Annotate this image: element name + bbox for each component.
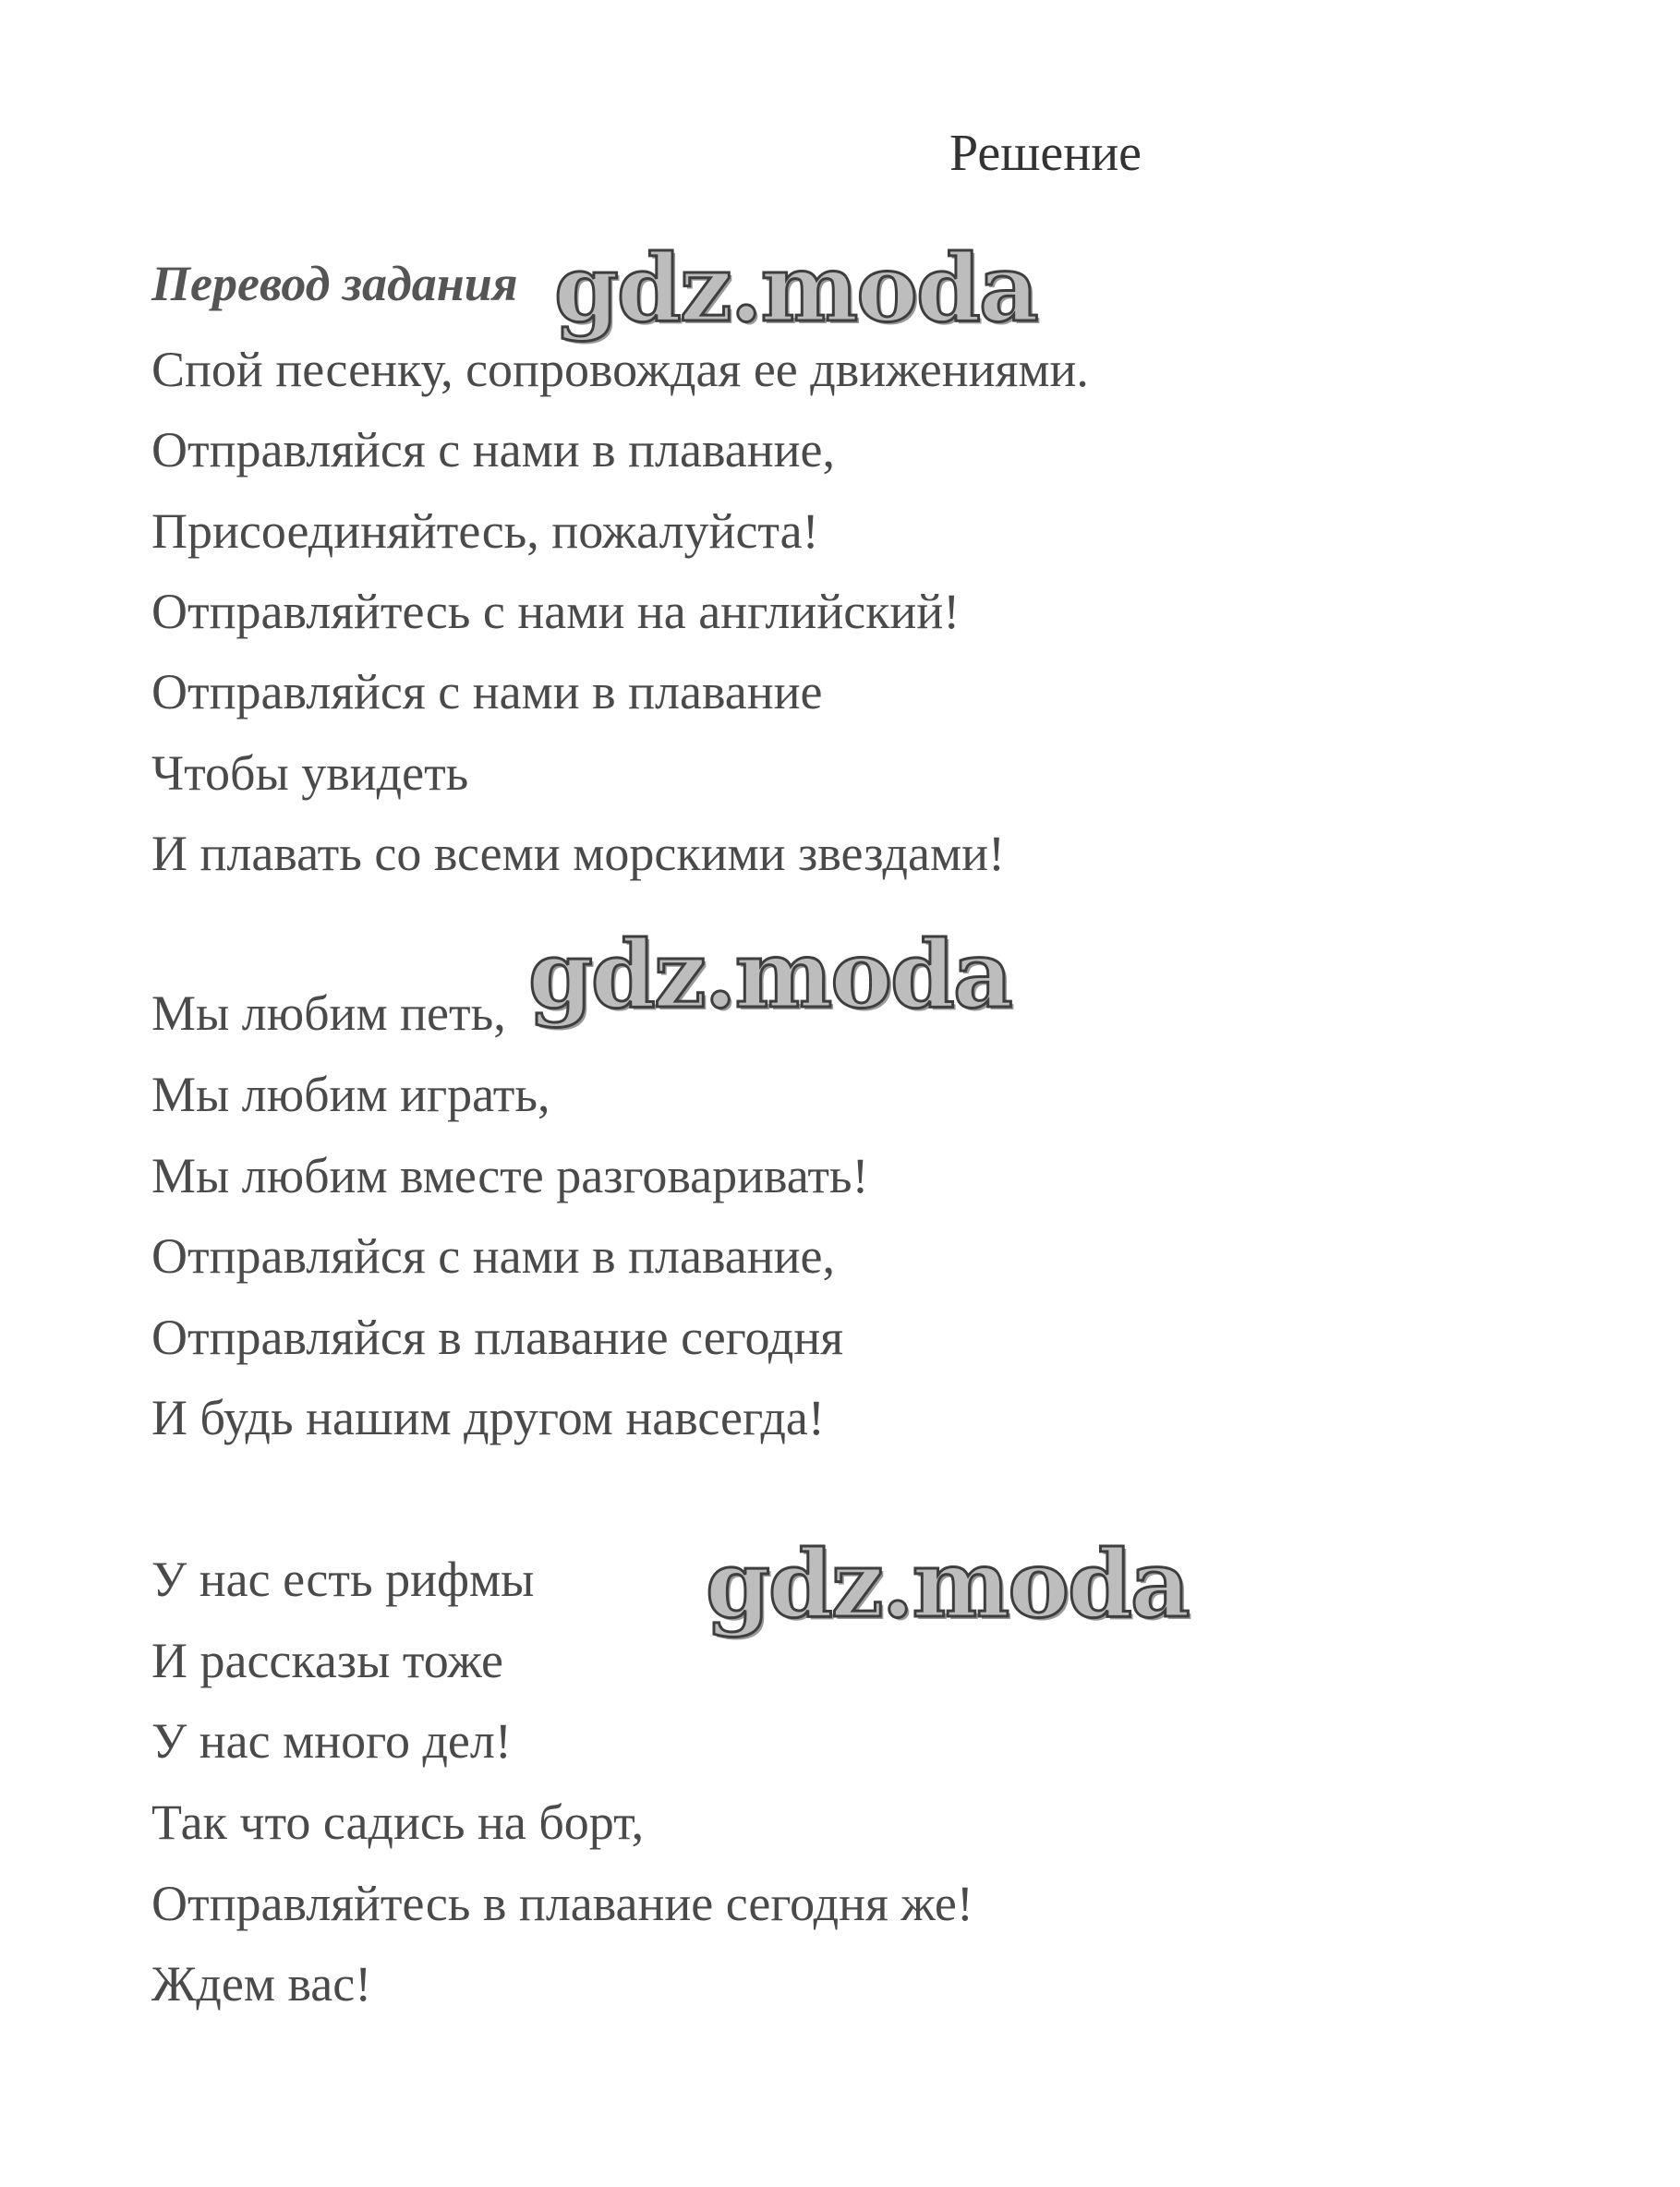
stanza-3-line-4: Так что садись на борт, [151,1794,645,1850]
stanza-1-line-3: Присоединяйтесь, пожалуйста! [151,503,819,559]
page-title: Решение [949,125,1142,182]
stanza-3-line-5: Отправляйтесь в плавание сегодня же! [151,1876,973,1931]
stanza-1-line-5: Отправляйся с нами в плавание [151,664,823,719]
stanza-3-line-2: И рассказы тоже [151,1633,504,1688]
stanza-3-line-3: У нас много дел! [151,1713,512,1769]
stanza-2-line-1: Мы любим петь, [151,985,506,1041]
stanza-2-line-5: Отправляйся в плавание сегодня [151,1310,844,1365]
watermark-logo: gdz.moda [528,920,1011,1029]
watermark-logo: gdz.moda [706,1529,1189,1638]
stanza-1-line-6: Чтобы увидеть [151,745,469,801]
stanza-2-line-2: Мы любим играть, [151,1067,550,1122]
section-heading: Перевод задания [151,256,518,311]
watermark-logo: gdz.moda [554,234,1037,343]
stanza-1-line-7: И плавать со всеми морскими звездами! [151,826,1006,881]
stanza-2-line-4: Отправляйся с нами в плавание, [151,1228,835,1284]
stanza-1-line-4: Отправляйтесь с нами на английский! [151,584,961,639]
stanza-2-line-6: И будь нашим другом навсегда! [151,1390,825,1445]
stanza-3-line-1: У нас есть рифмы [151,1552,535,1607]
stanza-2-line-3: Мы любим вместе разговаривать! [151,1148,869,1203]
stanza-1-line-2: Отправляйся с нами в плавание, [151,422,835,477]
stanza-3-line-6: Ждем вас! [151,1956,372,2012]
stanza-1-line-1: Спой песенку, сопровождая ее движениями. [151,342,1089,397]
